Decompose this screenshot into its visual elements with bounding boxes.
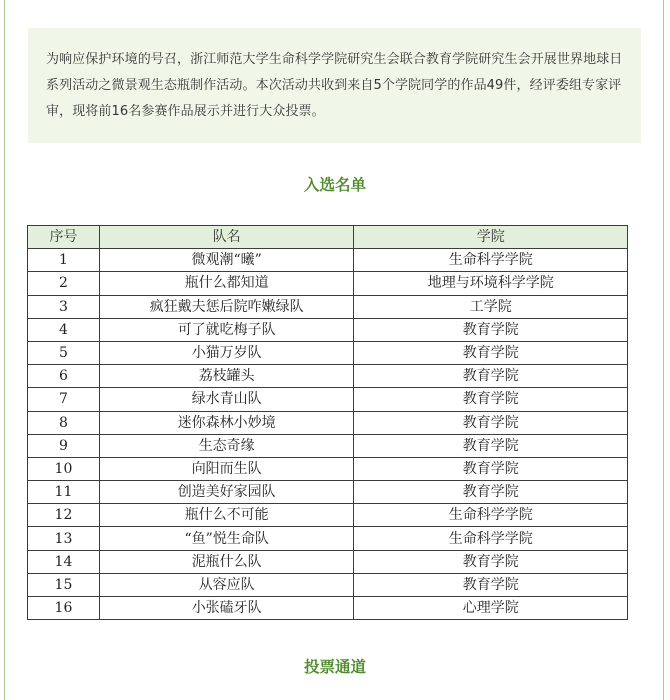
cell-number: 16 <box>28 597 100 620</box>
cell-number: 7 <box>28 388 100 411</box>
cell-team: 创造美好家园队 <box>99 481 354 504</box>
cell-college: 教育学院 <box>354 318 628 341</box>
cell-college: 教育学院 <box>354 411 628 434</box>
cell-college: 心理学院 <box>354 597 628 620</box>
cell-college: 生命科学学院 <box>354 504 628 527</box>
table-row <box>28 434 628 457</box>
table-row <box>28 341 628 364</box>
cell-team: 荔枝罐头 <box>99 365 354 388</box>
cell-college: 工学院 <box>354 295 628 318</box>
cell-college: 生命科学学院 <box>354 527 628 550</box>
table-header-row <box>28 226 628 249</box>
cell-team: 绿水青山队 <box>99 388 354 411</box>
cell-team: 泥瓶什么队 <box>99 550 354 573</box>
cell-team: 瓶什么不可能 <box>99 504 354 527</box>
cell-team: 小张磕牙队 <box>99 597 354 620</box>
cell-team: 生态奇缘 <box>99 434 354 457</box>
cell-team: 微观潮“曦” <box>99 249 354 272</box>
cell-team: 向阳而生队 <box>99 457 354 480</box>
table-row <box>28 411 628 434</box>
cell-college: 教育学院 <box>354 550 628 573</box>
cell-college: 地理与环境科学学院 <box>354 272 628 295</box>
cell-college: 教育学院 <box>354 457 628 480</box>
cell-team: 疯狂戴夫惩后院咋嫩绿队 <box>99 295 354 318</box>
cell-number: 12 <box>28 504 100 527</box>
cell-number: 13 <box>28 527 100 550</box>
cell-number: 6 <box>28 365 100 388</box>
cell-number: 5 <box>28 341 100 364</box>
cell-team: 可了就吃梅子队 <box>99 318 354 341</box>
cell-team: 迷你森林小妙境 <box>99 411 354 434</box>
cell-college: 教育学院 <box>354 341 628 364</box>
cell-number: 4 <box>28 318 100 341</box>
cell-number: 11 <box>28 481 100 504</box>
table-row <box>28 295 628 318</box>
table-row <box>28 573 628 596</box>
header-college: 学院 <box>354 226 628 249</box>
cell-number: 2 <box>28 272 100 295</box>
cell-college: 生命科学学院 <box>354 249 628 272</box>
table-row <box>28 318 628 341</box>
selected-list-heading: 入选名单 <box>303 176 366 194</box>
cell-team: “鱼”悦生命队 <box>99 527 354 550</box>
cell-team: 从容应队 <box>99 573 354 596</box>
selected-teams-table <box>27 225 628 620</box>
table-row <box>28 272 628 295</box>
table-row <box>28 388 628 411</box>
cell-number: 3 <box>28 295 100 318</box>
cell-number: 8 <box>28 411 100 434</box>
cell-college: 教育学院 <box>354 388 628 411</box>
table-row <box>28 550 628 573</box>
vote-channel-heading: 投票通道 <box>303 658 366 676</box>
intro-box <box>28 28 641 143</box>
cell-college: 教育学院 <box>354 365 628 388</box>
cell-number: 15 <box>28 573 100 596</box>
table-row <box>28 504 628 527</box>
cell-number: 14 <box>28 550 100 573</box>
cell-college: 教育学院 <box>354 573 628 596</box>
header-team: 队名 <box>99 226 354 249</box>
cell-number: 1 <box>28 249 100 272</box>
table-row <box>28 527 628 550</box>
table-row <box>28 365 628 388</box>
cell-number: 9 <box>28 434 100 457</box>
cell-team: 小猫万岁队 <box>99 341 354 364</box>
cell-team: 瓶什么都知道 <box>99 272 354 295</box>
table-row <box>28 249 628 272</box>
header-number: 序号 <box>28 226 100 249</box>
intro-text: 为响应保护环境的号召，浙江师范大学生命科学学院研究生会联合教育学院研究生会开展世界地球日系列活动之微景观生态瓶制作活动。本次活动共收到来自5个学院同学的作品49件，经评委组专家评审，现将前16名参赛作品展示并进行大众投票。 <box>46 52 623 119</box>
table-row <box>28 597 628 620</box>
cell-college: 教育学院 <box>354 481 628 504</box>
table-body <box>28 249 628 620</box>
table-row <box>28 481 628 504</box>
table-row <box>28 457 628 480</box>
cell-number: 10 <box>28 457 100 480</box>
cell-college: 教育学院 <box>354 434 628 457</box>
